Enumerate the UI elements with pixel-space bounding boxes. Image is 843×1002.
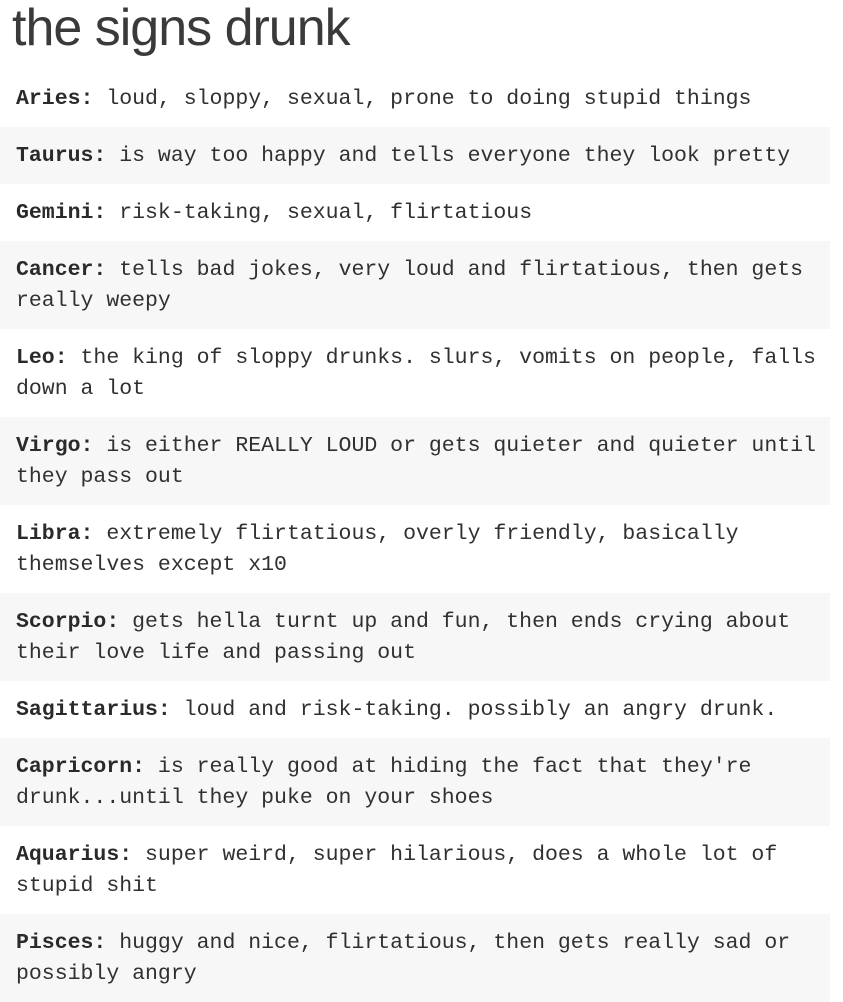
sign-description: loud, sloppy, sexual, prone to doing stupid things xyxy=(93,87,752,111)
sign-entry-libra xyxy=(0,505,830,593)
post-title: the signs drunk xyxy=(12,0,350,57)
sign-entry-aries xyxy=(0,70,830,127)
sign-name: Cancer: xyxy=(16,258,107,282)
sign-name: Pisces: xyxy=(16,931,107,955)
sign-entry-taurus xyxy=(0,127,830,184)
sign-name: Scorpio: xyxy=(16,610,120,634)
sign-entry-sagittarius xyxy=(0,681,830,738)
sign-name: Leo: xyxy=(16,346,68,370)
sign-description: the king of sloppy drunks. slurs, vomits on people, falls down a lot xyxy=(16,346,816,401)
sign-description: super weird, super hilarious, does a whole lot of stupid shit xyxy=(16,843,778,898)
sign-name: Virgo: xyxy=(16,434,94,458)
sign-description: risk-taking, sexual, flirtatious xyxy=(106,201,533,225)
sign-description: extremely flirtatious, overly friendly, basically themselves except x10 xyxy=(16,522,739,577)
sign-description: is way too happy and tells everyone they look pretty xyxy=(106,144,791,168)
sign-description: huggy and nice, flirtatious, then gets really sad or possibly angry xyxy=(16,931,791,986)
sign-entry-pisces xyxy=(0,914,830,1002)
sign-name: Capricorn: xyxy=(16,755,146,779)
sign-name: Aries: xyxy=(16,87,94,111)
sign-entry-capricorn xyxy=(0,738,830,826)
sign-description: loud and risk-taking. possibly an angry drunk. xyxy=(170,698,778,722)
sign-description: is really good at hiding the fact that they're drunk...until they puke on your shoes xyxy=(16,755,752,810)
sign-name: Taurus: xyxy=(16,144,107,168)
sign-name: Gemini: xyxy=(16,201,107,225)
sign-name: Aquarius: xyxy=(16,843,133,867)
sign-entry-cancer xyxy=(0,241,830,329)
sign-name: Sagittarius: xyxy=(16,698,171,722)
sign-description: gets hella turnt up and fun, then ends crying about their love life and passing out xyxy=(16,610,791,665)
sign-entry-leo xyxy=(0,329,830,417)
sign-entry-scorpio xyxy=(0,593,830,681)
sign-entry-virgo xyxy=(0,417,830,505)
sign-entry-gemini xyxy=(0,184,830,241)
sign-description: tells bad jokes, very loud and flirtatious, then gets really weepy xyxy=(16,258,804,313)
sign-description: is either REALLY LOUD or gets quieter and quieter until they pass out xyxy=(16,434,816,489)
sign-entry-aquarius xyxy=(0,826,830,914)
sign-list xyxy=(0,70,843,1002)
sign-name: Libra: xyxy=(16,522,94,546)
